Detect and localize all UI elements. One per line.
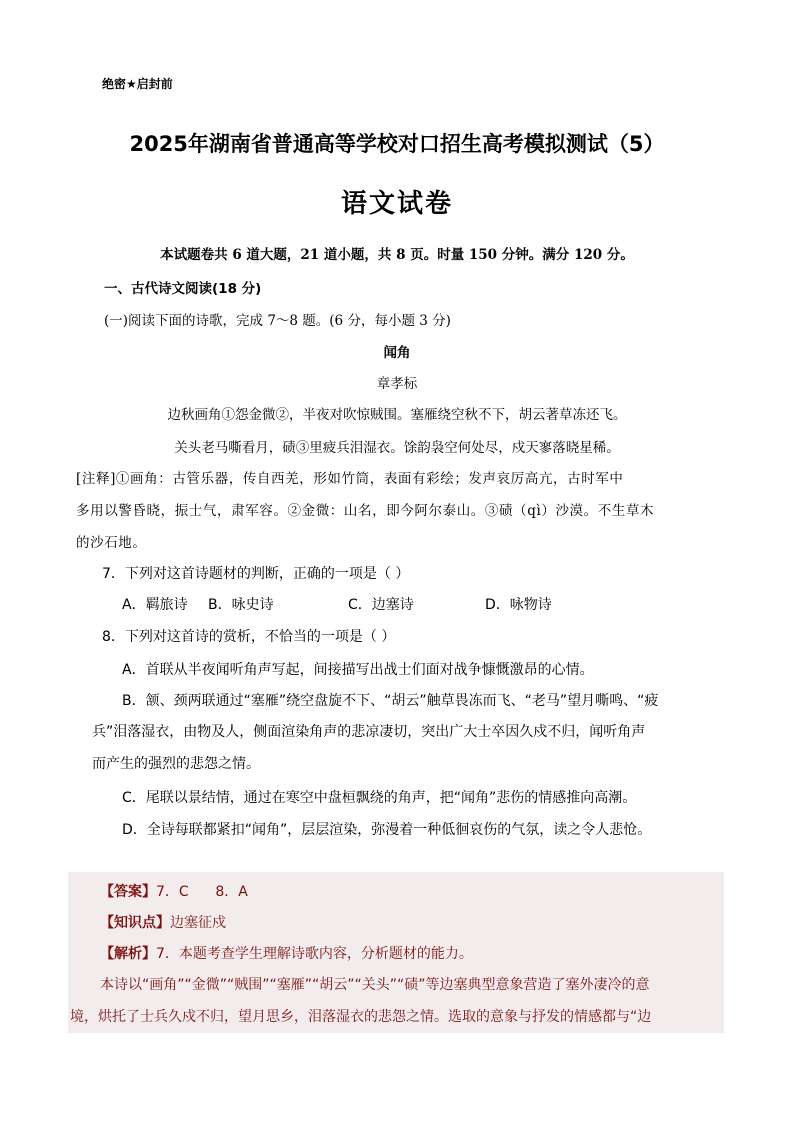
question-8-option-b-line-2: 兵”泪落湿衣，由物及人，侧面渲染角声的悲凉凄切，突出广大士卒因久戍不归，闻听角声 [92, 724, 646, 740]
part-instruction: (一)阅读下面的诗歌，完成 7～8 题。(6 分，每小题 3 分) [104, 313, 451, 329]
confidential-label: 绝密★启封前 [102, 77, 173, 91]
analysis-row [100, 943, 473, 963]
question-8-option-c: C．尾联以景结情，通过在寒空中盘桓飘绕的角声，把“闻角”悲伤的情感推向高潮。 [122, 790, 637, 806]
answer-value: 7．C 8．A [156, 884, 248, 900]
exam-subtitle: 语文试卷 [340, 189, 453, 219]
question-7-option-d: D．咏物诗 [485, 597, 552, 613]
answer-label: 【答案】 [100, 884, 156, 900]
knowledge-point-row [100, 912, 226, 932]
poem-line-1: 边秋画角①怨金微②，半夜对吹惊贼围。塞雁绕空秋不下，胡云著草冻还飞。 [167, 407, 627, 423]
poem-line-2: 关头老马嘶看月，碛③里疲兵泪湿衣。馀韵袅空何处尽，戍天寥落晓星稀。 [174, 440, 620, 456]
exam-info: 本试题卷共 6 道大题，21 道小题，共 8 页。时量 150 分钟。满分 120 分。 [160, 247, 634, 263]
question-7-option-c: C．边塞诗 [348, 597, 414, 613]
poem-note-line-3: 的沙石地。 [76, 535, 147, 551]
analysis-value: 7．本题考查学生理解诗歌内容，分析题材的能力。 [156, 946, 473, 962]
exam-title: 2025年湖南省普通高等学校对口招生高考模拟测试（5） [129, 132, 665, 156]
answer-row [100, 881, 248, 901]
question-8-option-b-line-1: B．颔、颈两联通过“塞雁”绕空盘旋不下、“胡云”触草畏冻而飞、“老马”望月嘶鸣、“疲 [122, 693, 659, 709]
analysis-body-line-2: 境，烘托了士兵久戍不归，望月思乡，泪落湿衣的悲怨之情。选取的意象与抒发的情感都与“边 [70, 1009, 652, 1025]
question-8-option-a: A．首联从半夜闻听角声写起，间接描写出战士们面对战争慷慨激昂的心情。 [122, 662, 594, 678]
poem-author: 章孝标 [376, 376, 418, 392]
question-8-option-b-line-3: 而产生的强烈的悲怨之情。 [92, 756, 260, 772]
question-7-option-b: B．咏史诗 [208, 597, 274, 613]
section-heading: 一、古代诗文阅读(18 分) [104, 281, 262, 297]
question-8-option-d: D．全诗每联都紧扣“闻角”，层层渲染，弥漫着一种低徊哀伤的气氛，读之令人悲怆。 [122, 822, 652, 838]
poem-note-line-1: [注释]①画角：古管乐器，传自西羌，形如竹筒，表面有彩绘；发声哀厉高亢，古时军中 [76, 471, 624, 487]
knowledge-point-label: 【知识点】 [100, 915, 170, 931]
analysis-body-line-1: 本诗以“画角”“金微”“贼围”“塞雁”“胡云”“关头”“碛”等边塞典型意象营造了塞外凄冷的意 [100, 977, 650, 993]
question-7-stem: 7．下列对这首诗题材的判断，正确的一项是（ ） [102, 566, 410, 582]
poem-note-line-2: 多用以警昏晓，振士气，肃军容。②金微：山名，即今阿尔泰山。③碛（qì）沙漠。不生草木 [76, 503, 655, 519]
analysis-label: 【解析】 [100, 946, 156, 962]
question-8-stem: 8．下列对这首诗的赏析，不恰当的一项是（ ） [102, 629, 396, 645]
poem-title: 闻角 [383, 345, 411, 361]
knowledge-point-value: 边塞征戍 [170, 915, 226, 931]
question-7-option-a: A．羁旅诗 [122, 597, 188, 613]
